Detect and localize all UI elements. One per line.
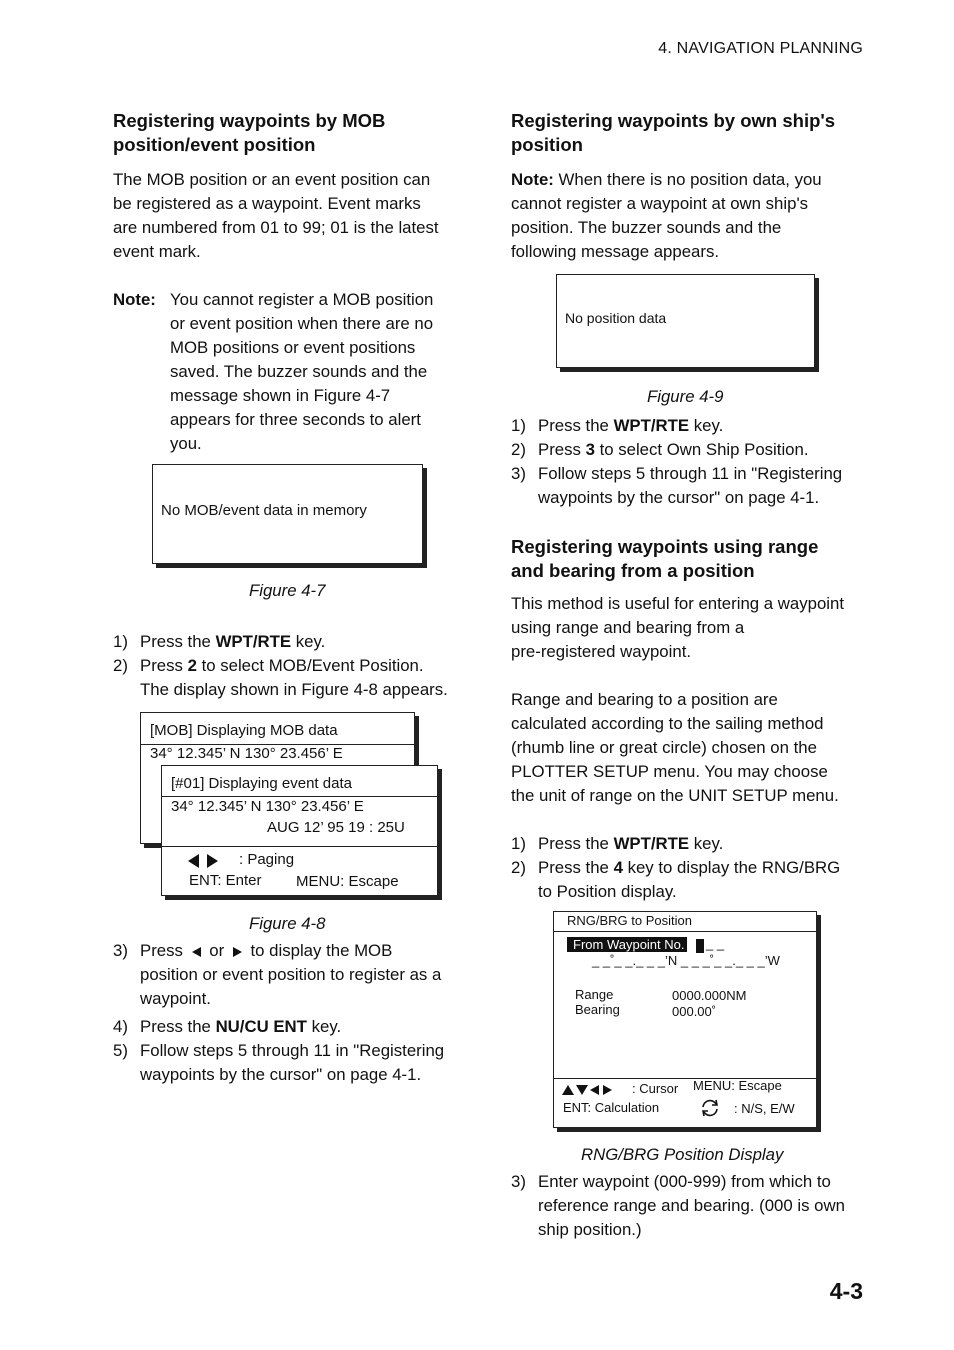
note-line: cannot register a waypoint at own ship's (511, 194, 809, 213)
intro-line: event mark. (113, 242, 201, 261)
step-text: Follow steps 5 through 11 in "Registering (538, 464, 843, 483)
from-waypoint-blanks[interactable]: _ _ (706, 936, 725, 951)
note-line: appears for three seconds to alert (170, 410, 421, 429)
right-note (511, 168, 871, 264)
divider (162, 796, 437, 797)
step-text: Follow steps 5 through 11 in "Registering (140, 1041, 445, 1060)
step-text: key. (306, 1017, 342, 1036)
left-steps-b (113, 939, 473, 1087)
step-number: 1) (511, 416, 526, 435)
para-line: pre-registered waypoint. (511, 642, 692, 661)
para-line: using range and bearing from a (511, 618, 745, 637)
step-number: 5) (113, 1041, 128, 1060)
range-label: Range (575, 987, 614, 1002)
mob-position: 34° 12.345’ N 130° 23.456’ E (150, 745, 343, 762)
swap-icon (699, 1098, 721, 1118)
right-arrow-icon (603, 1085, 612, 1095)
step-number: 3) (511, 464, 526, 483)
figure-4-7-box (152, 464, 423, 564)
note-line: When there is no position data, you (553, 170, 822, 189)
calculation-label: ENT: Calculation (563, 1100, 660, 1115)
note-line: you. (170, 434, 202, 453)
step-number: 4) (113, 1017, 128, 1036)
step-text: position or event position to register as a (140, 965, 442, 984)
right-steps-b (511, 414, 871, 510)
step-text: key. (689, 834, 724, 853)
para-line: PLOTTER SETUP menu. You may choose (511, 762, 828, 781)
bearing-value: 000.00˚ (672, 1004, 717, 1019)
para-line: (rhumb line or great circle) chosen on the (511, 738, 817, 757)
left-steps-a (113, 630, 473, 702)
up-arrow-icon (562, 1085, 574, 1095)
step-text: ship position.) (538, 1220, 642, 1239)
para-line: calculated according to the sailing method (511, 714, 824, 733)
mob-event-message: No MOB/event data in memory (161, 502, 367, 519)
event-dialog-title: [#01] Displaying event data (171, 775, 352, 792)
para-line: the unit of range on the UNIT SETUP menu. (511, 786, 839, 805)
step-text: Press (140, 941, 183, 960)
note-line: following message appears. (511, 242, 720, 261)
note-line: MOB positions or event positions (170, 338, 416, 357)
step-text: to select Own Ship Position. (594, 440, 809, 459)
right-heading2-line2: and bearing from a position (511, 560, 755, 581)
step-number: 3) (113, 941, 128, 960)
event-position: 34° 12.345’ N 130° 23.456’ E (171, 798, 364, 815)
list-item (113, 939, 473, 1011)
note-line: or event position when there are no (170, 314, 434, 333)
list-item (113, 654, 473, 702)
step-text: Press (140, 656, 188, 675)
list-item (113, 630, 473, 654)
enter-label: ENT: Enter (189, 872, 262, 889)
step-text: to Position display. (538, 882, 677, 901)
step-text: key to display the RNG/BRG (622, 858, 841, 877)
right-steps-d (511, 1170, 871, 1242)
list-item (113, 1039, 473, 1087)
mob-dialog-title: [MOB] Displaying MOB data (150, 722, 338, 739)
paging-arrows (188, 852, 218, 870)
bearing-label: Bearing (575, 1002, 620, 1017)
page-number: 4-3 (829, 1278, 863, 1304)
list-item (511, 462, 871, 510)
right-heading-line1: Registering waypoints by own ship's (511, 110, 836, 131)
cursor-arrows (562, 1081, 612, 1099)
step-number: 1) (511, 834, 526, 853)
step-text: waypoint. (140, 989, 211, 1008)
note-body (170, 288, 470, 456)
para-line: This method is useful for entering a waypoint (511, 594, 845, 613)
key-name: WPT/RTE (215, 632, 292, 651)
intro-line: are numbered from 01 to 99; 01 is the latest (113, 218, 439, 237)
step-text: or (209, 941, 225, 960)
nsew-label: : N/S, E/W (734, 1101, 795, 1116)
divider (162, 846, 437, 847)
left-arrow-icon (188, 854, 199, 868)
list-item (511, 438, 871, 462)
from-waypoint-label: From Waypoint No. (567, 937, 687, 952)
event-date: AUG 12’ 95 19 : 25U (267, 819, 405, 836)
step-number: 2) (113, 656, 128, 675)
key-name: 4 (613, 858, 623, 877)
para-line: Range and bearing to a position are (511, 690, 778, 709)
position-entry[interactable]: _ _˚_ _._ _ _’N _ _ _˚_ _._ _ _’W (592, 953, 780, 968)
key-name: NU/CU ENT (215, 1017, 307, 1036)
key-name: 3 (585, 440, 595, 459)
left-heading-line2: position/event position (113, 134, 316, 155)
right-heading-2 (511, 535, 871, 583)
step-text: Press (538, 440, 586, 459)
cursor-label: : Cursor (632, 1081, 679, 1096)
intro-line: be registered as a waypoint. Event marks (113, 194, 421, 213)
note-line: position. The buzzer sounds and the (511, 218, 782, 237)
list-item (511, 414, 871, 438)
list-item (511, 1170, 871, 1242)
step-text: Press the (538, 834, 614, 853)
step-text: to display the MOB (250, 941, 393, 960)
step-text: to select MOB/Event Position. (196, 656, 424, 675)
range-value: 0000.000NM (672, 988, 747, 1003)
key-name: WPT/RTE (613, 834, 690, 853)
note-line: You cannot register a MOB position (170, 290, 434, 309)
step-number: 1) (113, 632, 128, 651)
figure-4-9-box (556, 274, 815, 368)
step-text: key. (291, 632, 326, 651)
intro-line: The MOB position or an event position can (113, 170, 431, 189)
step-text: Press the (538, 858, 614, 877)
rng-brg-display (553, 911, 817, 1128)
right-heading (511, 109, 871, 157)
left-arrow-icon (590, 1085, 599, 1095)
step-text: Enter waypoint (000-999) from which to (538, 1172, 831, 1191)
right-heading-line2: position (511, 134, 583, 155)
right-arrow-icon (233, 947, 242, 957)
figure-4-7-caption: Figure 4-7 (249, 581, 326, 600)
right-heading2-line1: Registering waypoints using range (511, 536, 819, 557)
key-name: WPT/RTE (613, 416, 690, 435)
step-text: Press the (538, 416, 614, 435)
step-text: Press the (140, 1017, 216, 1036)
step-text: waypoints by the cursor" on page 4-1. (140, 1065, 422, 1084)
running-header: 4. NAVIGATION PLANNING (658, 40, 863, 57)
event-data-dialog (161, 765, 438, 896)
step-number: 2) (511, 858, 526, 877)
step-number: 2) (511, 440, 526, 459)
left-heading-line1: Registering waypoints by MOB (113, 110, 386, 131)
right-para-1 (511, 592, 871, 664)
left-heading (113, 109, 473, 157)
note-line: saved. The buzzer sounds and the (170, 362, 428, 381)
paging-label: : Paging (239, 851, 295, 868)
escape-label: MENU: Escape (296, 873, 399, 890)
step-text: Press the (140, 632, 216, 651)
step-text: waypoints by the cursor" on page 4-1. (538, 488, 820, 507)
note-line: message shown in Figure 4-7 (170, 386, 391, 405)
list-item (511, 856, 871, 904)
figure-4-8-caption: Figure 4-8 (249, 914, 326, 933)
step-number: 3) (511, 1172, 526, 1191)
right-steps-c (511, 832, 871, 904)
escape-label: MENU: Escape (693, 1078, 782, 1093)
no-position-message: No position data (565, 310, 667, 326)
left-arrow-icon (192, 947, 201, 957)
step-text: key. (689, 416, 724, 435)
step-text: The display shown in Figure 4-8 appears. (140, 680, 448, 699)
note-label: Note: (511, 170, 554, 189)
list-item (113, 1015, 473, 1039)
right-para-2 (511, 688, 871, 808)
down-arrow-icon (576, 1085, 588, 1095)
input-cursor[interactable] (696, 939, 704, 953)
divider (554, 931, 816, 932)
right-arrow-icon (207, 854, 218, 868)
key-name: 2 (187, 656, 197, 675)
note-label: Note: (113, 290, 156, 309)
list-item (511, 832, 871, 856)
rng-brg-caption: RNG/BRG Position Display (581, 1145, 784, 1164)
figure-4-9-caption: Figure 4-9 (647, 387, 724, 406)
step-text: reference range and bearing. (000 is own (538, 1196, 845, 1215)
left-intro (113, 168, 473, 264)
rng-brg-title: RNG/BRG to Position (567, 913, 692, 928)
